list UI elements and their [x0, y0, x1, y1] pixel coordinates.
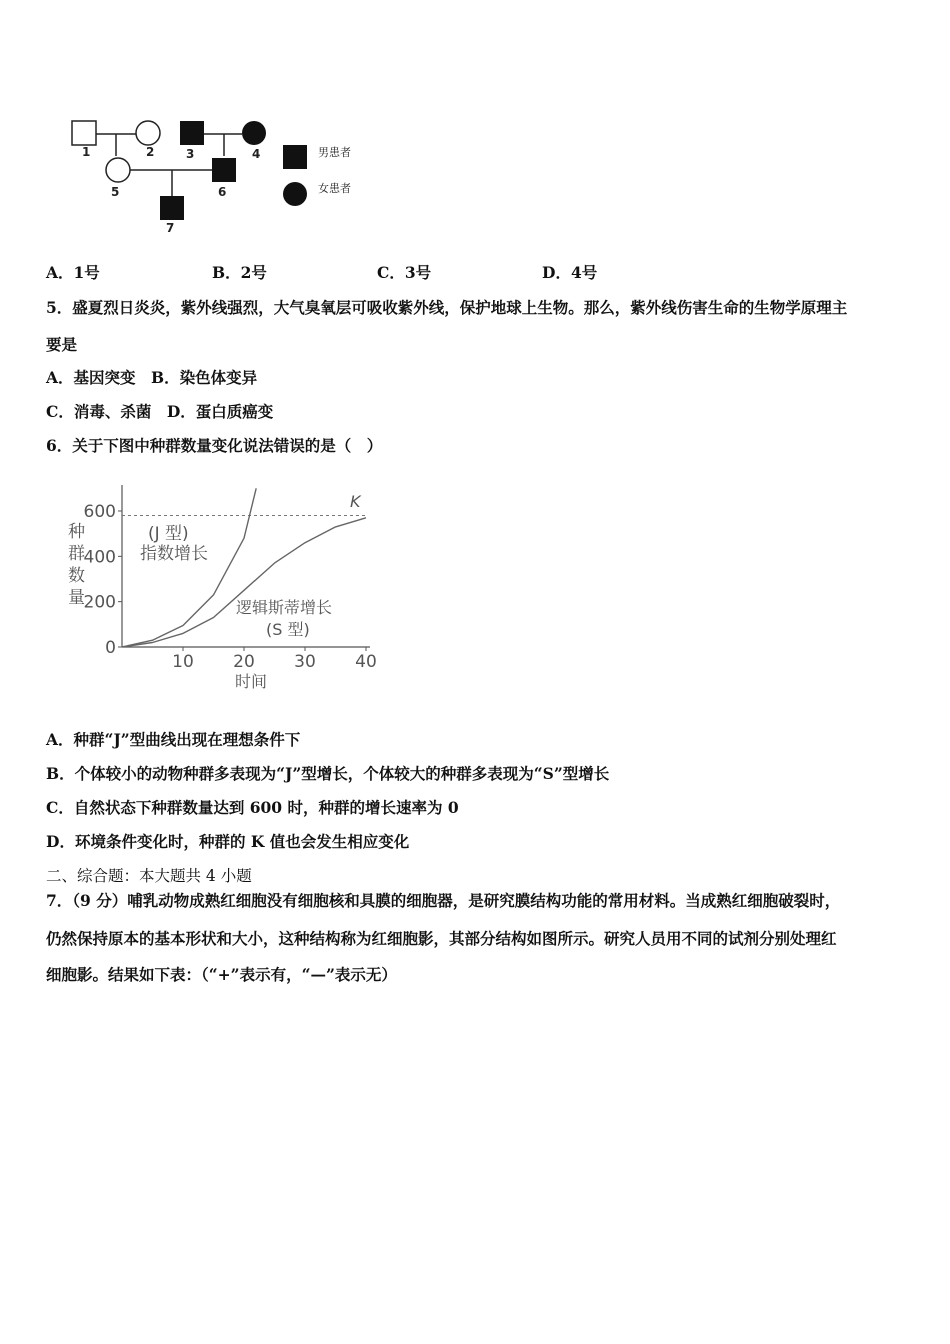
legend-male-symbol: [283, 145, 307, 169]
j-curve-label-2: 指数增长: [140, 544, 208, 564]
pedigree-individual-4: [242, 121, 266, 145]
q6-option-b: B．个体较小的动物种群多表现为“J”型增长，个体较大的种群多表现为“S”型增长: [46, 764, 610, 783]
q4-option-d: D．4号: [542, 263, 598, 282]
q5-options-row1: A．基因突变 B．染色体变异: [46, 368, 258, 387]
legend-male-label: 男患者: [318, 146, 351, 159]
chart-ylabel-char-4: 量: [68, 588, 85, 608]
q4-option-c: C．3号: [377, 263, 432, 282]
q5-stem-line1: 5．盛夏烈日炎炎，紫外线强烈，大气臭氧层可吸收紫外线，保护地球上生物。那么，紫外线伤害生命的生物学原理主: [46, 298, 848, 317]
pedigree-individual-6: [212, 158, 236, 182]
x-tick-label-40: 40: [355, 652, 377, 672]
pedigree-label-2: 2: [146, 145, 155, 159]
j-curve-label-1: (J 型): [148, 524, 189, 544]
q5-stem-line2: 要是: [46, 335, 78, 354]
k-label: K: [350, 492, 361, 511]
x-tick-label-10: 10: [172, 652, 194, 672]
s-curve-label-1: 逻辑斯蒂增长: [236, 598, 333, 617]
section-2-heading: 二、综合题：本大题共 4 小题: [46, 867, 252, 885]
chart-xlabel: 时间: [235, 672, 268, 691]
chart-ylabel-char-3: 数: [68, 566, 85, 586]
legend-female-label: 女患者: [318, 182, 351, 195]
q4-option-b: B．2号: [212, 263, 267, 282]
series-J-curve: [122, 488, 256, 647]
y-tick-label-600: 600: [83, 502, 116, 522]
q6-option-a: A．种群“J”型曲线出现在理想条件下: [46, 730, 301, 749]
chart-ylabel-char-2: 群: [68, 544, 85, 564]
chart-ylabel-char-1: 种: [68, 522, 85, 542]
x-tick-label-20: 20: [233, 652, 255, 672]
pedigree-individual-5: [106, 158, 130, 182]
q6-option-c: C．自然状态下种群数量达到 600 时，种群的增长速率为 0: [46, 798, 459, 817]
population-growth-chart: [60, 475, 400, 695]
y-tick-label-0: 0: [105, 638, 116, 658]
x-tick-label-30: 30: [294, 652, 316, 672]
y-tick-label-400: 400: [83, 547, 116, 568]
pedigree-label-1: 1: [82, 145, 91, 159]
legend-female-symbol: [283, 182, 307, 206]
q6-stem: 6．关于下图中种群数量变化说法错误的是（ ）: [46, 436, 383, 455]
pedigree-individual-7: [160, 196, 184, 220]
pedigree-individual-3: [180, 121, 204, 145]
pedigree-individual-2: [136, 121, 160, 145]
pedigree-diagram: [60, 112, 380, 242]
q7-stem-line2: 仍然保持原本的基本形状和大小，这种结构称为红细胞影，其部分结构如图所示。研究人员用不同的试剂分别处理红: [46, 929, 837, 948]
pedigree-label-3: 3: [186, 147, 195, 161]
y-tick-label-200: 200: [83, 592, 116, 613]
pedigree-individual-1: [72, 121, 96, 145]
q4-option-a: A．1号: [46, 263, 100, 282]
q6-option-d: D．环境条件变化时，种群的 K 值也会发生相应变化: [46, 832, 410, 851]
s-curve-label-2: (S 型): [266, 620, 310, 639]
q5-options-row2: C．消毒、杀菌 D．蛋白质癌变: [46, 402, 274, 421]
pedigree-label-7: 7: [166, 221, 175, 235]
pedigree-label-6: 6: [218, 185, 227, 199]
pedigree-label-4: 4: [252, 147, 261, 161]
q7-stem-line3: 细胞影。结果如下表：（“+”表示有，“—”表示无）: [46, 965, 397, 984]
pedigree-label-5: 5: [111, 185, 120, 199]
q7-stem-line1: 7．（9 分）哺乳动物成熟红细胞没有细胞核和具膜的细胞器，是研究膜结构功能的常用材料。当成熟红细胞破裂时，: [46, 891, 841, 910]
